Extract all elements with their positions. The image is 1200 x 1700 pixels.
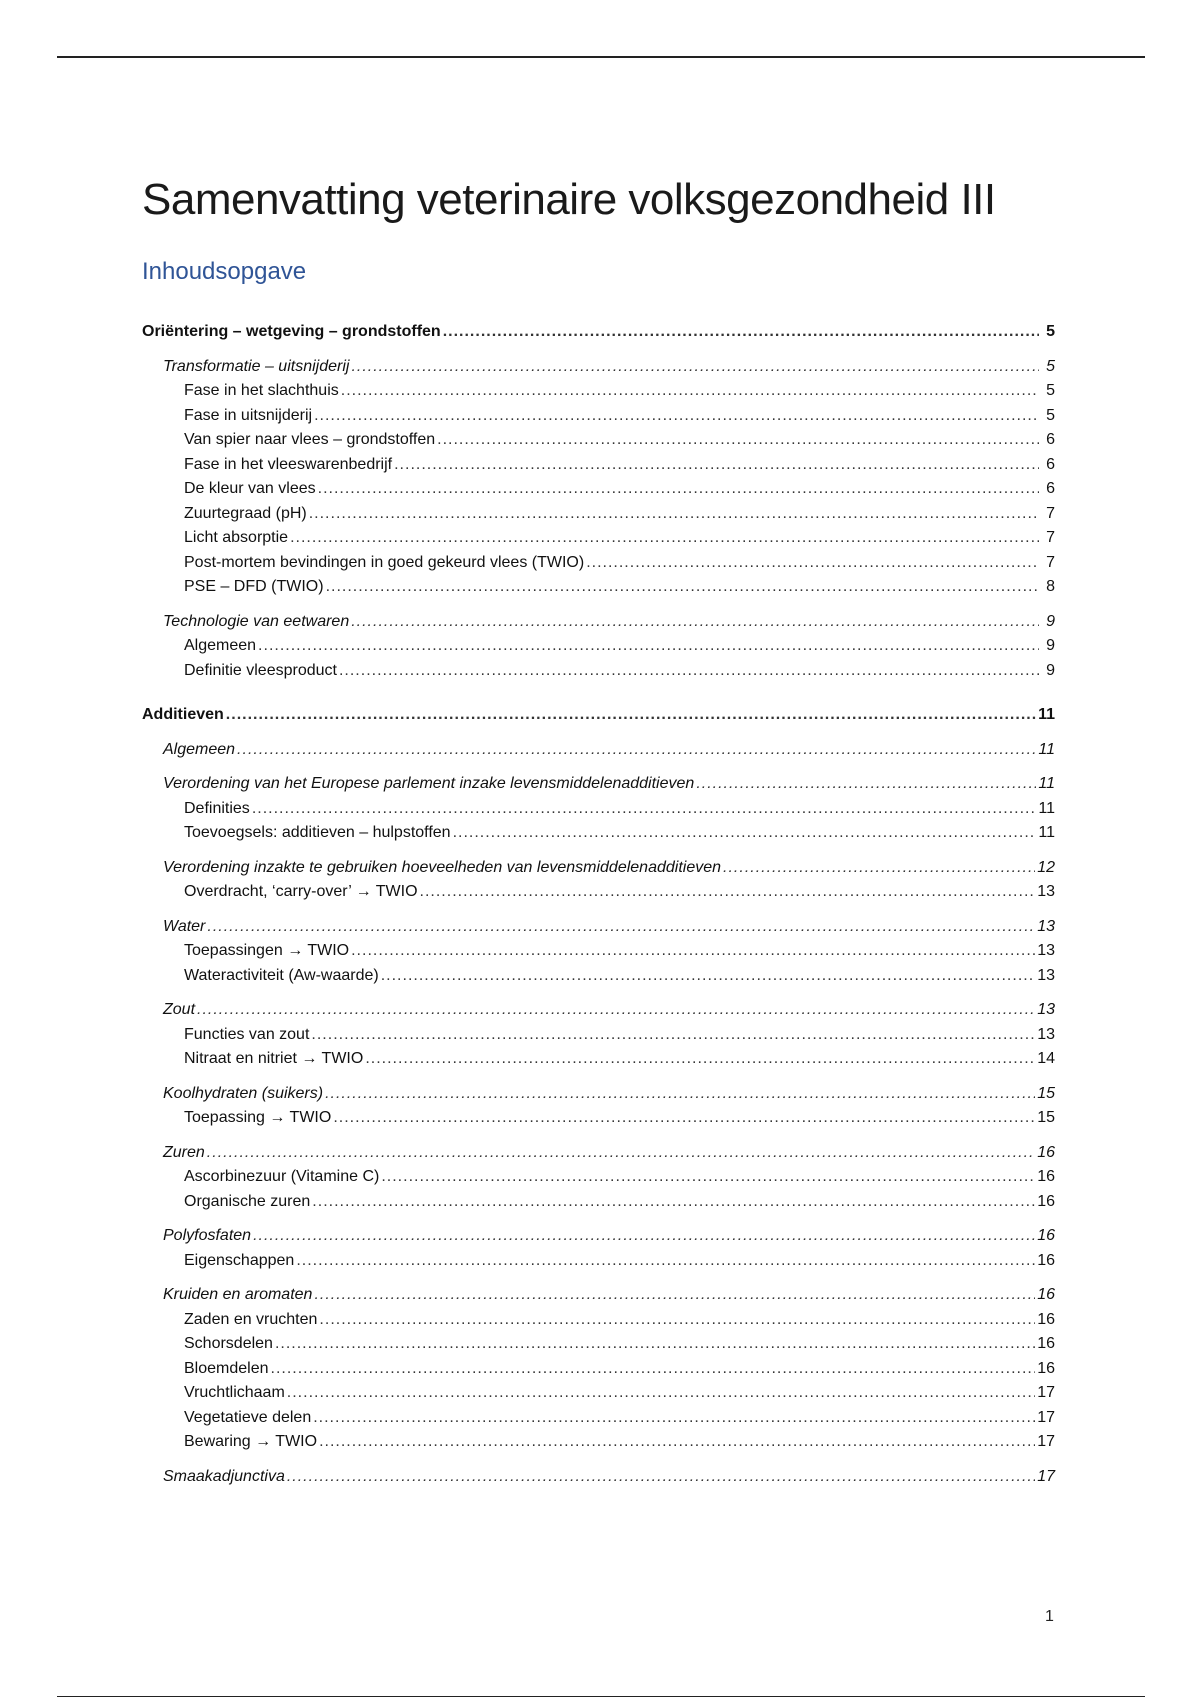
toc-entry-page: 6 [1046,431,1055,448]
toc-entry-page: 13 [1037,1025,1055,1043]
toc-entry-label: PSE – DFD (TWIO) [184,578,324,595]
toc-subsection-entry[interactable] [142,1249,1055,1274]
toc-entry-page: 16 [1037,1310,1055,1328]
toc-leader-dots [365,1047,1035,1072]
toc-subsection-entry[interactable] [142,1047,1055,1072]
toc-entry-page: 11 [1038,740,1055,758]
toc-entry-label: Bewaring → TWIO [184,1433,318,1450]
toc-entry-page: 16 [1037,1335,1055,1352]
toc-section-group [142,1283,1055,1455]
toc-entry-label: Zout [163,1001,196,1018]
toc-leader-dots [296,1249,1035,1274]
toc-leader-dots [287,1465,1035,1490]
toc-entry-label: Toevoegsels: additieven – hulpstoffen [184,824,451,841]
toc-entry-page: 17 [1037,1384,1055,1401]
toc-entry-label: Wateractiviteit (Aw-waarde) [184,966,379,984]
toc-entry-label: Fase in uitsnijderij [184,406,313,424]
toc-entry-label: Licht absorptie [184,529,289,546]
toc-leader-dots [197,998,1035,1023]
toc-section-entry[interactable] [142,1141,1055,1166]
toc-entry-label: Water [163,917,206,935]
toc-heading: Inhoudsopgave [142,258,307,285]
toc-leader-dots [381,1165,1035,1190]
toc-leader-dots [437,428,1039,453]
page-number: 1 [1045,1608,1054,1625]
toc-section-group [142,1465,1055,1490]
toc-entry-page: 16 [1037,1192,1055,1210]
toc-entry-page: 16 [1037,1227,1055,1244]
toc-entry-label: Koolhydraten (suikers) [163,1084,324,1102]
toc-entry-page: 5 [1046,406,1055,424]
toc-subsection-entry[interactable] [142,551,1055,576]
toc-entry-label: Oriëntering – wetgeving – grondstoffen [142,323,441,340]
toc-entry-label: Toepassingen → TWIO [184,942,350,959]
toc-leader-dots [309,502,1039,527]
toc-subsection-entry[interactable] [142,379,1055,404]
document-title: Samenvatting veterinaire volksgezondheid III [142,175,996,225]
toc-section-entry[interactable] [142,856,1055,881]
toc-chapter-entry[interactable] [142,703,1055,728]
toc-section-group [142,1141,1055,1215]
header-rule [57,56,1145,58]
toc-leader-dots [351,939,1035,964]
toc-leader-dots [271,1357,1036,1382]
toc-entry-page: 13 [1037,1001,1055,1018]
toc-entry-label: Smaakadjunctiva [163,1467,285,1485]
toc-leader-dots [341,379,1039,404]
toc-entry-page: 6 [1046,455,1055,473]
toc-entry-label: Vegetatieve delen [184,1408,312,1426]
toc-section-entry[interactable] [142,738,1055,763]
toc-entry-label: Polyfosfaten [163,1227,252,1244]
toc-entry-page: 5 [1046,382,1055,399]
toc-leader-dots [696,772,1036,797]
toc-subsection-entry[interactable] [142,1308,1055,1333]
toc-entry-page: 11 [1038,824,1055,841]
toc-entry-page: 17 [1037,1467,1055,1485]
toc-section-entry[interactable] [142,1465,1055,1490]
toc-leader-dots [258,634,1039,659]
toc-leader-dots [314,404,1039,429]
toc-section-entry[interactable] [142,772,1055,797]
toc-section-entry[interactable] [142,1283,1055,1308]
toc-section-group [142,1224,1055,1273]
toc-entry-page: 9 [1046,637,1055,654]
toc-leader-dots [290,526,1039,551]
toc-entry-page: 13 [1037,942,1055,959]
toc-subsection-entry[interactable] [142,477,1055,502]
toc-section-group [142,915,1055,989]
toc-entry-label: Definities [184,799,250,817]
toc-leader-dots [313,1406,1035,1431]
toc-subsection-entry[interactable] [142,526,1055,551]
toc-entry-label: Eigenschappen [184,1251,295,1269]
toc-subsection-entry[interactable] [142,1106,1055,1131]
toc-entry-label: Technologie van eetwaren [163,612,350,630]
toc-subsection-entry[interactable] [142,1332,1055,1357]
toc-entry-label: De kleur van vlees [184,480,316,497]
toc-entry-page: 9 [1046,661,1055,679]
toc-entry-page: 15 [1037,1084,1055,1102]
toc-section-group [142,355,1055,600]
toc-subsection-entry[interactable] [142,1357,1055,1382]
toc-entry-label: Kruiden en aromaten [163,1286,313,1303]
toc-subsection-entry[interactable] [142,1190,1055,1215]
toc-leader-dots [226,703,1036,728]
toc-entry-page: 16 [1037,1168,1055,1185]
toc-entry-label: Additieven [142,706,224,723]
toc-section-group [142,738,1055,763]
toc-leader-dots [207,915,1035,940]
toc-section-entry[interactable] [142,1082,1055,1107]
toc-entry-label: Bloemdelen [184,1359,269,1377]
toc-subsection-entry[interactable] [142,821,1055,846]
toc-entry-label: Nitraat en nitriet → TWIO [184,1050,364,1067]
toc-entry-page: 17 [1037,1433,1055,1450]
toc-entry-label: Fase in het slachthuis [184,382,339,399]
toc-entry-page: 7 [1046,529,1055,546]
toc-entry-page: 16 [1037,1286,1055,1303]
toc-subsection-entry[interactable] [142,428,1055,453]
toc-entry-page: 12 [1037,858,1055,876]
toc-entry-page: 6 [1046,480,1055,497]
toc-entry-page: 16 [1037,1251,1055,1269]
toc-entry-page: 11 [1038,799,1055,817]
toc-entry-label: Verordening inzakte te gebruiken hoeveelheden van levensmiddelenadditieven [163,858,722,876]
toc-entry-label: Algemeen [184,637,257,654]
toc-leader-dots [339,659,1039,684]
toc-subsection-entry[interactable] [142,1165,1055,1190]
toc-entry-label: Zuurtegraad (pH) [184,504,307,522]
toc-leader-dots [586,551,1039,576]
toc-section-group [142,610,1055,684]
toc-entry-page: 17 [1037,1408,1055,1426]
toc-entry-label: Overdracht, ‘carry-over’ → TWIO [184,883,418,900]
toc-chapter [142,703,1055,1489]
toc-section-entry[interactable] [142,355,1055,380]
toc-section-group [142,772,1055,846]
toc-entry-page: 5 [1046,357,1055,375]
toc-entry-label: Toepassing → TWIO [184,1109,332,1126]
toc-leader-dots [723,856,1035,881]
footer-rule [57,1696,1145,1697]
toc-chapter [142,320,1055,683]
table-of-contents [142,320,1055,1489]
toc-entry-page: 15 [1037,1109,1055,1126]
toc-leader-dots [381,964,1035,989]
toc-subsection-entry[interactable] [142,404,1055,429]
toc-entry-page: 13 [1037,883,1055,900]
toc-entry-label: Algemeen [163,740,236,758]
toc-entry-label: Functies van zout [184,1025,310,1043]
toc-subsection-entry[interactable] [142,939,1055,964]
toc-entry-page: 7 [1046,504,1055,522]
toc-leader-dots [420,880,1036,905]
toc-entry-page: 16 [1037,1143,1055,1161]
toc-leader-dots [453,821,1037,846]
toc-entry-label: Definitie vleesproduct [184,661,337,679]
toc-leader-dots [351,355,1039,380]
toc-entry-label: Post-mortem bevindingen in goed gekeurd vlees (TWIO) [184,553,585,571]
toc-entry-label: Transformatie – uitsnijderij [163,357,350,375]
toc-subsection-entry[interactable] [142,1023,1055,1048]
toc-entry-page: 13 [1037,917,1055,935]
toc-leader-dots [275,1332,1035,1357]
toc-leader-dots [394,453,1039,478]
toc-subsection-entry[interactable] [142,502,1055,527]
toc-entry-page: 11 [1038,775,1055,792]
toc-entry-label: Zuren [163,1143,205,1161]
toc-leader-dots [319,1430,1035,1455]
toc-section-entry[interactable] [142,915,1055,940]
toc-leader-dots [287,1381,1035,1406]
toc-subsection-entry[interactable] [142,1406,1055,1431]
toc-entry-label: Zaden en vruchten [184,1310,318,1328]
toc-entry-page: 7 [1046,553,1055,571]
toc-subsection-entry[interactable] [142,797,1055,822]
toc-entry-page: 13 [1037,966,1055,984]
toc-entry-page: 9 [1046,612,1055,630]
toc-section-group [142,856,1055,905]
toc-entry-label: Vruchtlichaam [184,1384,285,1401]
toc-leader-dots [314,1283,1035,1308]
toc-leader-dots [326,575,1039,600]
toc-subsection-entry[interactable] [142,1381,1055,1406]
toc-section-entry[interactable] [142,610,1055,635]
toc-section-entry[interactable] [142,1224,1055,1249]
toc-leader-dots [207,1141,1035,1166]
toc-subsection-entry[interactable] [142,634,1055,659]
toc-leader-dots [319,1308,1035,1333]
toc-entry-page: 11 [1038,706,1055,723]
toc-entry-label: Schorsdelen [184,1335,273,1352]
toc-entry-label: Ascorbinezuur (Vitamine C) [184,1168,380,1185]
toc-section-group [142,998,1055,1072]
toc-leader-dots [351,610,1039,635]
toc-entry-page: 14 [1037,1050,1055,1067]
toc-subsection-entry[interactable] [142,453,1055,478]
toc-subsection-entry[interactable] [142,575,1055,600]
toc-subsection-entry[interactable] [142,659,1055,684]
toc-entry-label: Van spier naar vlees – grondstoffen [184,431,436,448]
toc-subsection-entry[interactable] [142,880,1055,905]
toc-entry-label: Verordening van het Europese parlement inzake levensmiddelenadditieven [163,775,695,792]
toc-entry-page: 16 [1037,1359,1055,1377]
toc-leader-dots [443,320,1039,345]
toc-subsection-entry[interactable] [142,1430,1055,1455]
toc-entry-label: Organische zuren [184,1192,311,1210]
toc-section-group [142,1082,1055,1131]
toc-subsection-entry[interactable] [142,964,1055,989]
toc-leader-dots [312,1190,1035,1215]
toc-leader-dots [318,477,1039,502]
toc-leader-dots [311,1023,1035,1048]
toc-section-entry[interactable] [142,998,1055,1023]
toc-entry-page: 5 [1046,323,1055,340]
toc-entry-page: 8 [1046,578,1055,595]
toc-leader-dots [325,1082,1035,1107]
toc-entry-label: Fase in het vleeswarenbedrijf [184,455,393,473]
toc-leader-dots [253,1224,1035,1249]
toc-chapter-entry[interactable] [142,320,1055,345]
toc-leader-dots [333,1106,1035,1131]
toc-leader-dots [252,797,1037,822]
toc-leader-dots [237,738,1036,763]
